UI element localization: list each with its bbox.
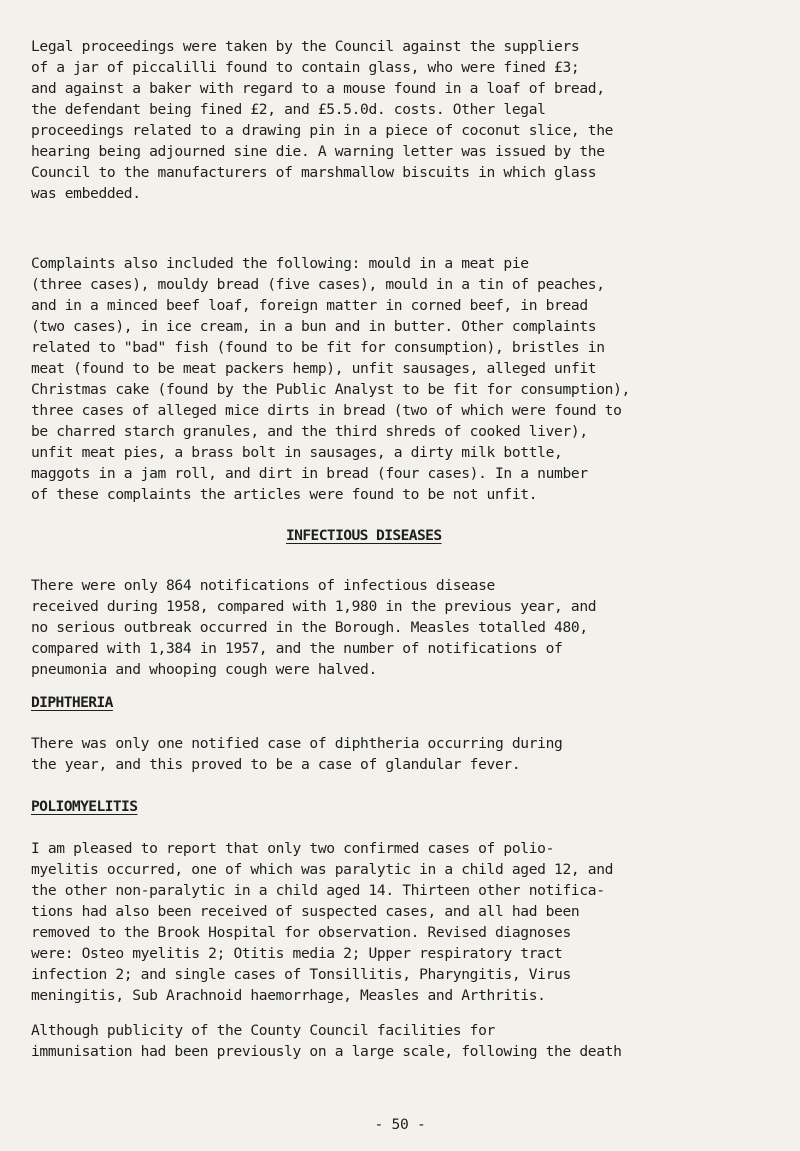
- heading-infectious-diseases: INFECTIOUS DISEASES: [286, 527, 442, 544]
- page-number: - 50 -: [374, 1116, 426, 1133]
- heading-diphtheria: DIPHTHERIA: [31, 694, 113, 711]
- paragraph-immunisation: Although publicity of the County Council facilities for immunisation had been previously on a large scale, following the death: [31, 1022, 622, 1060]
- paragraph-diphtheria: There was only one notified case of diphtheria occurring during the year, and this proved to be a case of glandular fever.: [31, 735, 563, 773]
- heading-poliomyelitis: POLIOMYELITIS: [31, 798, 138, 815]
- paragraph-infectious-diseases: There were only 864 notifications of infectious disease received during 1958, compared with 1,980 in the previous year, and no serious outbreak occurred in the Borough. Measles totalled 480, compared with 1,384 in 1957, and the number of notifications of pneumonia and whooping cough were halved.: [31, 577, 597, 678]
- paragraph-legal-proceedings: Legal proceedings were taken by the Council against the suppliers of a jar of piccalilli found to contain glass, who were fined £3; and against a baker with regard to a mouse found in a loaf of bread, the defendant being fined £2, and £5.5.0d. costs. Other legal proceedings related to a drawing pin in a piece of coconut slice, the hearing being adjourned sine die. A warning letter was issued by the Council to the manufacturers of marshmallow biscuits in which glass was embedded.: [31, 38, 614, 202]
- paragraph-complaints: Complaints also included the following: mould in a meat pie (three cases), mouldy bread (five cases), mould in a tin of peaches, and in a minced beef loaf, foreign matter in corned beef, in bread (two cases), in ice cream, in a bun and in butter. Other complaints related to "bad" fish (found to be fit for consumption), bristles in meat (found to be meat packers hemp), unfit sausages, alleged unfit Christmas cake (found by the Public Analyst to be fit for consumption), three cases of alleged mice dirts in bread (two of which were found to be charred starch granules, and the third shreds of cooked liver), unfit meat pies, a brass bolt in sausages, a dirty milk bottle, maggots in a jam roll, and dirt in bread (four cases). In a number of these complaints the articles were found to be not unfit.: [31, 255, 630, 503]
- paragraph-poliomyelitis: I am pleased to report that only two confirmed cases of polio- myelitis occurred, one of which was paralytic in a child aged 12, and the other non-paralytic in a child aged 14. Thirteen other notifica- tions had also been received of suspected cases, and all had been removed to the Brook Hospital for observation. Revised diagnoses were: Osteo myelitis 2; Otitis media 2; Upper respiratory tract infection 2; and single cases of Tonsillitis, Pharyngitis, Virus meningitis, Sub Arachnoid haemorrhage, Measles and Arthritis.: [31, 840, 614, 1004]
